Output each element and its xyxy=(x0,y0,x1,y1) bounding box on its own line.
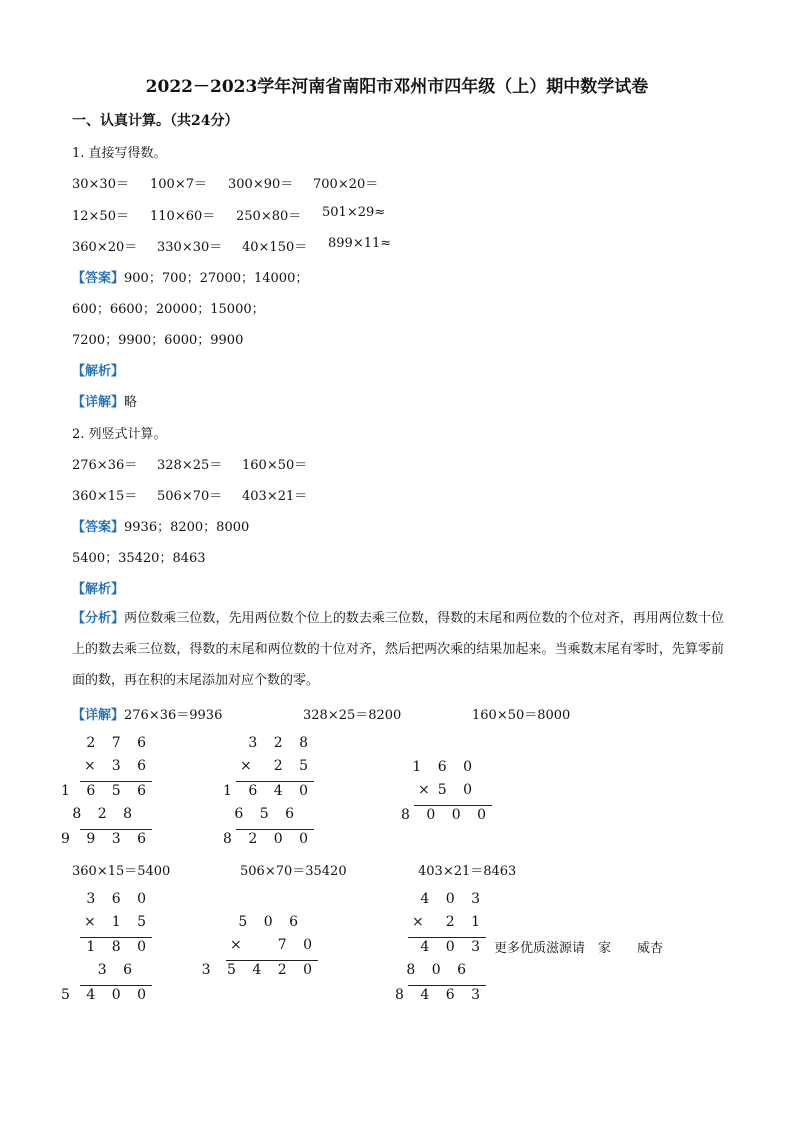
calc-result: 3 5 4 2 0 xyxy=(201,962,318,978)
detail-tag: 【详解】 xyxy=(72,395,125,410)
calc-result: 8 0 0 0 xyxy=(401,807,492,823)
analysis-tag: 【解析】 xyxy=(72,582,125,597)
q1-item: 300×90＝ xyxy=(228,177,294,192)
calc-operator: × xyxy=(412,914,430,930)
section-heading: 一、认真计算。（共24分） xyxy=(72,113,239,129)
calc-multiplicand: 4 0 3 xyxy=(420,891,486,907)
calc-multiplier: 3 6 xyxy=(111,758,152,774)
calc-result: 8 2 0 0 xyxy=(223,831,314,847)
answer-text: 600；6600；20000；15000； xyxy=(72,302,265,317)
calc-operator: × xyxy=(418,782,436,798)
q1-item: 12×50＝ xyxy=(72,209,129,224)
detail-eq: 506×70＝35420 xyxy=(240,864,347,879)
question-label: 2. 列竖式计算。 xyxy=(72,427,167,442)
calc-multiplicand: 3 6 0 xyxy=(86,891,152,907)
answer-text: 5400；35420；8463 xyxy=(72,551,206,566)
detail-eq: 360×15＝5400 xyxy=(72,864,171,879)
q2-item: 160×50＝ xyxy=(242,458,308,473)
q1-item: 100×7＝ xyxy=(150,177,207,192)
detail-line xyxy=(72,704,222,723)
calc-result: 5 4 0 0 xyxy=(61,987,152,1003)
calc-multiplier: 7 0 xyxy=(277,937,318,953)
calc-multiplier: 1 5 xyxy=(111,914,152,930)
calc-bar xyxy=(408,985,486,986)
calc-bar xyxy=(80,829,152,830)
q1-item: 110×60＝ xyxy=(150,209,216,224)
calc-partial: 1 8 0 xyxy=(86,939,152,955)
calc-bar xyxy=(80,781,152,782)
detail-text: 略 xyxy=(124,395,138,410)
calc-multiplier: 2 1 xyxy=(445,914,486,930)
calc-bar xyxy=(80,985,152,986)
q1-item: 360×20＝ xyxy=(72,240,138,255)
q1-item: 700×20＝ xyxy=(313,177,379,192)
q1-item: 899×11≈ xyxy=(328,236,392,251)
calc-result: 9 9 3 6 xyxy=(61,831,152,847)
q1-item: 330×30＝ xyxy=(157,240,223,255)
calc-multiplicand: 1 6 0 xyxy=(412,759,478,775)
q2-item: 276×36＝ xyxy=(72,458,138,473)
answer-text: 9936；8200；8000 xyxy=(124,520,250,535)
calc-multiplicand: 3 2 8 xyxy=(248,735,314,751)
q1-item: 30×30＝ xyxy=(72,177,129,192)
detail-eq: 276×36＝9936 xyxy=(124,708,223,723)
detail-eq: 403×21＝8463 xyxy=(418,864,517,879)
q2-item: 328×25＝ xyxy=(157,458,223,473)
calc-bar xyxy=(226,960,318,961)
calc-operator: × xyxy=(240,758,258,774)
q2-item: 506×70＝ xyxy=(157,489,223,504)
q2-item: 403×21＝ xyxy=(242,489,308,504)
calc-partial: 3 6 xyxy=(97,962,138,978)
calc-bar xyxy=(236,781,314,782)
detail-tag: 【详解】 xyxy=(72,708,125,723)
page-title: 2022－2023学年河南省南阳市邓州市四年级（上）期中数学试卷 xyxy=(145,77,649,97)
calc-partial: 1 6 5 6 xyxy=(61,783,152,799)
fenxi-tag: 【分析】 xyxy=(72,611,125,626)
fenxi-text: 两位数乘三位数，先用两位数个位上的数去乘三位数，得数的末尾和两位数的个位对齐，再用两位数十位上的数去乘三位数，得数的末尾和两位数的十位对齐，然后把两次乘的结果加起来。当乘数末尾有零时，先算零前面的数，再在积的末尾添加对应个数的零。 xyxy=(72,611,724,688)
calc-multiplicand: 2 7 6 xyxy=(86,735,152,751)
calc-partial: 6 5 6 xyxy=(234,806,300,822)
q1-item: 40×150＝ xyxy=(242,240,308,255)
answer-line xyxy=(72,267,308,286)
answer-line xyxy=(72,516,249,535)
answer-tag: 【答案】 xyxy=(72,520,125,535)
analysis-tag: 【解析】 xyxy=(72,364,125,379)
calc-multiplicand: 5 0 6 xyxy=(238,914,304,930)
calc-multiplier: 5 0 xyxy=(437,782,478,798)
answer-text: 900；700；27000；14000； xyxy=(124,271,309,286)
detail-eq: 160×50＝8000 xyxy=(472,708,571,723)
calc-bar xyxy=(414,805,492,806)
calc-bar xyxy=(408,937,486,938)
calc-result: 8 4 6 3 xyxy=(395,987,486,1003)
calc-bar xyxy=(236,829,314,830)
calc-operator: × xyxy=(230,937,248,953)
calc-operator: × xyxy=(84,758,102,774)
detail-eq: 328×25＝8200 xyxy=(303,708,402,723)
answer-tag: 【答案】 xyxy=(72,271,125,286)
q1-item: 501×29≈ xyxy=(322,205,386,220)
calc-partial: 4 0 3 xyxy=(420,939,486,955)
answer-text: 7200；9900；6000；9900 xyxy=(72,333,244,348)
calc-multiplier: 2 5 xyxy=(273,758,314,774)
calc-operator: × xyxy=(84,914,102,930)
question-label: 1. 直接写得数。 xyxy=(72,146,167,161)
calc-bar xyxy=(80,937,152,938)
q2-item: 360×15＝ xyxy=(72,489,138,504)
detail-line xyxy=(72,391,137,410)
q1-item: 250×80＝ xyxy=(236,209,302,224)
calc-partial: 1 6 4 0 xyxy=(223,783,314,799)
calc-partial: 8 0 6 xyxy=(406,962,472,978)
side-note: 更多优质滋源请 家 威杏 xyxy=(494,941,664,956)
analysis-paragraph xyxy=(72,603,724,696)
calc-partial: 8 2 8 xyxy=(72,806,138,822)
